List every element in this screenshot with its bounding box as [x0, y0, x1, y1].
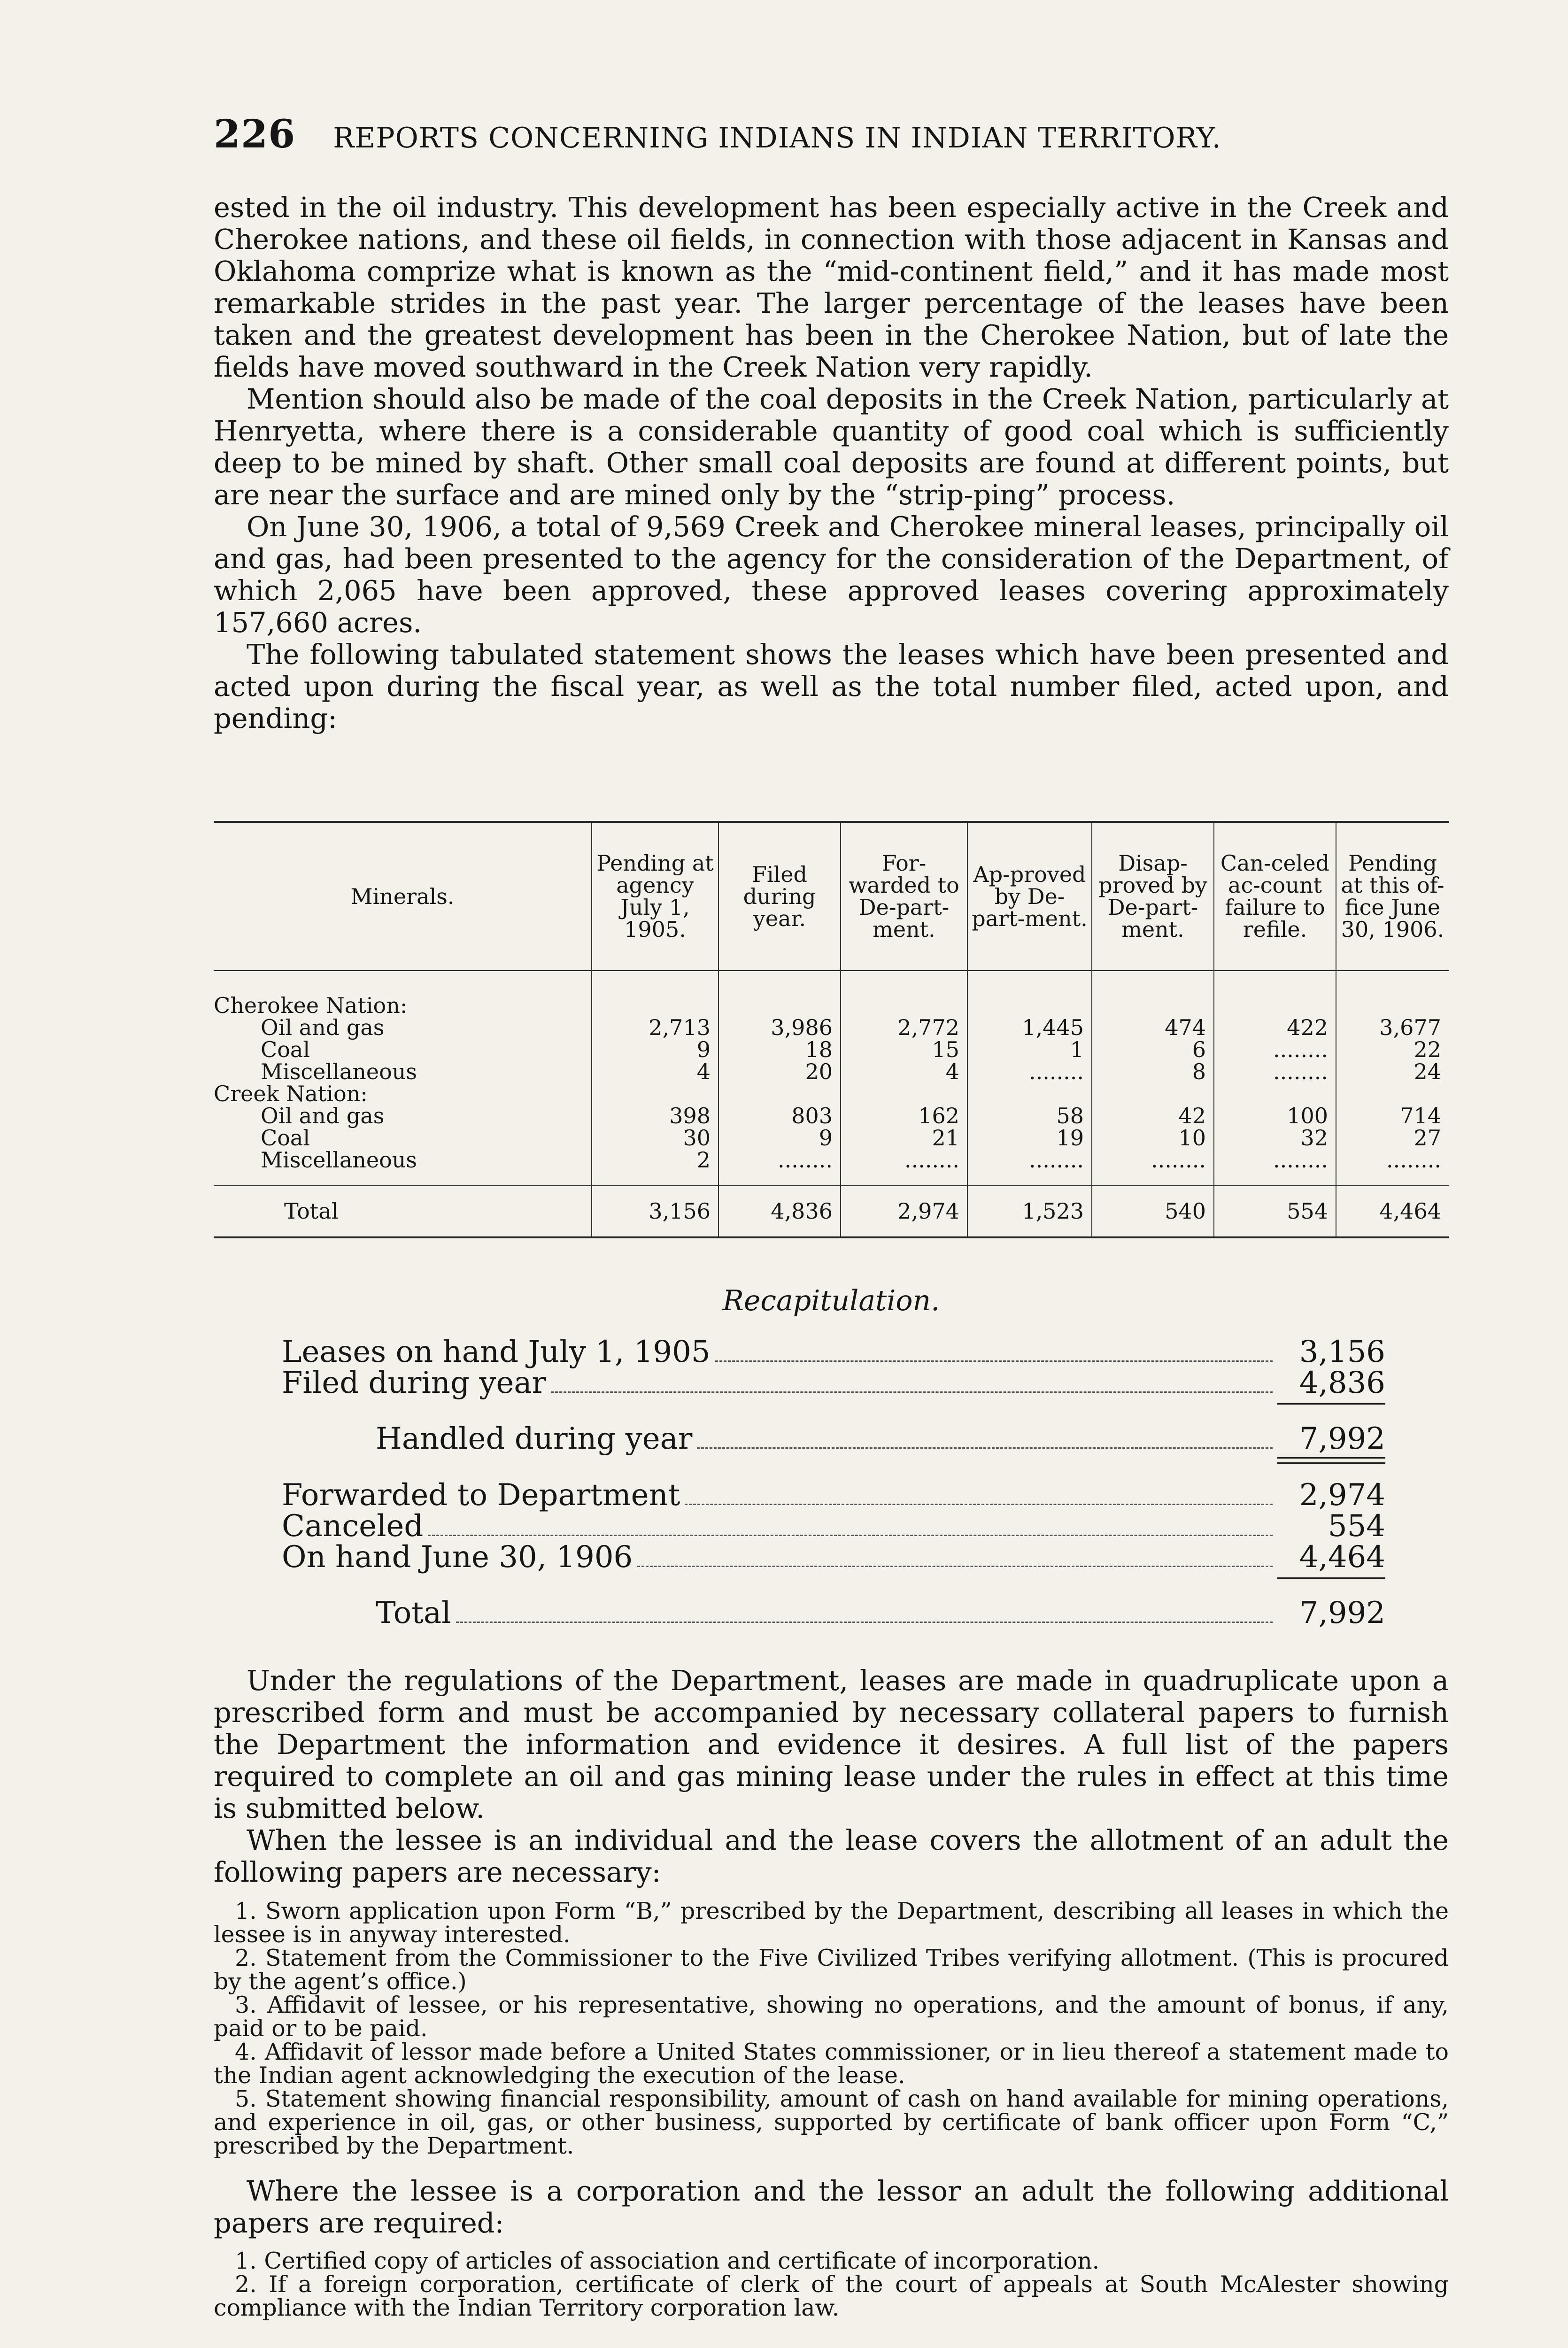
table-cell: 8: [1092, 1061, 1214, 1083]
list-item: 1. Sworn application upon Form “B,” prescribed by the Department, describing all leases in which the lessee is in anyway interested.: [214, 1898, 1449, 1948]
table-cell: ........: [1092, 1149, 1214, 1186]
table-cell: [1336, 1083, 1449, 1105]
recapitulation-title: Recapitulation.: [722, 1284, 940, 1317]
leader-line: [697, 1447, 1273, 1449]
table-total-row: [214, 1186, 1449, 1237]
recap-value: 7,992: [1299, 1596, 1385, 1630]
leader-line: [551, 1391, 1273, 1393]
table-row: [214, 1127, 1449, 1149]
table-cell: 4: [592, 1061, 718, 1083]
row-label: Coal: [261, 1125, 310, 1151]
table-cell: ........: [718, 1149, 841, 1186]
page-number: 226: [214, 112, 296, 157]
table-cell: 3,677: [1336, 1017, 1449, 1039]
table-cell: [1092, 1083, 1214, 1105]
table-cell: 803: [718, 1105, 841, 1127]
table-cell: ........: [1214, 1061, 1336, 1083]
leader-line: [428, 1535, 1273, 1536]
recap-value: 2,974: [1299, 1478, 1385, 1513]
recap-row: [282, 1596, 1385, 1630]
table-cell: ........: [967, 1149, 1092, 1186]
list-item: 4. Affidavit of lessor made before a United States commissioner, or in lieu thereof a statement made to the Indian agent acknowledging the execution of the lease.: [214, 2039, 1449, 2089]
table-cell: 6: [1092, 1039, 1214, 1061]
row-label: Total: [214, 1186, 592, 1237]
table-cell: 2,974: [841, 1186, 967, 1237]
column-header: Minerals.: [350, 883, 455, 909]
column-header: Disap-proved by De-part-ment.: [1092, 822, 1214, 971]
recapitulation: [282, 1335, 1385, 1630]
table-header-row: [214, 822, 1449, 971]
recap-value: 4,464: [1299, 1540, 1385, 1575]
leader-line: [456, 1622, 1273, 1623]
row-label: Coal: [261, 1037, 310, 1062]
table-cell: 20: [718, 1061, 841, 1083]
table-cell: 9: [592, 1039, 718, 1061]
table-cell: ........: [1214, 1149, 1336, 1186]
paragraph: On June 30, 1906, a total of 9,569 Creek and Cherokee mineral leases, principally oil and gas, had been presented to the agency for the consideration of the Department, of which 2,065 have been approved, these approved leases covering approximately 157,660 acres.: [214, 510, 1449, 639]
table-cell: 19: [967, 1127, 1092, 1149]
table-cell: 30: [592, 1127, 718, 1149]
column-header: For-warded to De-part-ment.: [841, 822, 967, 971]
recap-label: Leases on hand July 1, 1905: [282, 1335, 711, 1369]
table-cell: 2: [592, 1149, 718, 1186]
leader-line: [637, 1566, 1273, 1567]
mineral-leases-table: [214, 821, 1449, 1238]
table-row: [214, 1149, 1449, 1186]
table-cell: 540: [1092, 1186, 1214, 1237]
table-cell: ........: [841, 1149, 967, 1186]
table-cell: [592, 971, 718, 1017]
paragraph: ested in the oil industry. This development has been especially active in the Creek and Cherokee nations, and these oil fields, in connection with those adjacent in Kansas and Oklahoma comprize what is known as the “mid-continent field,” and it has made most remarkable strides in the past year. The larger percentage of the leases have been taken and the greatest development has been in the Cherokee Nation, but of late the fields have moved southward in the Creek Nation very rapidly.: [214, 191, 1449, 383]
column-header: Can-celed ac-count failure to refile.: [1214, 822, 1336, 971]
table-cell: 2,772: [841, 1017, 967, 1039]
table-cell: 162: [841, 1105, 967, 1127]
table-cell: 1: [967, 1039, 1092, 1061]
recap-label: Forwarded to Department: [282, 1478, 680, 1513]
table-cell: 32: [1214, 1127, 1336, 1149]
table-row: [214, 1017, 1449, 1039]
table-cell: 714: [1336, 1105, 1449, 1127]
page-header: [214, 112, 1374, 157]
table-cell: [967, 1083, 1092, 1105]
table-cell: 15: [841, 1039, 967, 1061]
table-cell: [718, 971, 841, 1017]
row-label: Creek Nation:: [214, 1081, 368, 1106]
recap-label: Filed during year: [282, 1366, 547, 1400]
table-cell: 22: [1336, 1039, 1449, 1061]
table-cell: 1,445: [967, 1017, 1092, 1039]
paragraph: Under the regulations of the Department, leases are made in quadruplicate upon a prescribed form and must be accompanied by necessary collateral papers to furnish the Department the information and evidence it desires. A full list of the papers required to complete an oil and gas mining lease under the rules in effect at this time is submitted below.: [214, 1664, 1449, 1824]
recap-row: [282, 1366, 1385, 1400]
table-cell: ........: [1336, 1149, 1449, 1186]
table-cell: 554: [1214, 1186, 1336, 1237]
table-cell: ........: [1214, 1039, 1336, 1061]
table-cell: 3,986: [718, 1017, 841, 1039]
table-row: [214, 1039, 1449, 1061]
list-item: 5. Statement showing financial responsibility, amount of cash on hand available for mining operations, and experience in oil, gas, or other business, supported by certificate of bank officer upon Form “C,” prescribed by the Department.: [214, 2085, 1449, 2159]
leader-line: [685, 1504, 1273, 1505]
table-cell: [718, 1083, 841, 1105]
corporation-papers-list: [214, 2249, 1449, 2320]
table-cell: 100: [1214, 1105, 1336, 1127]
table-cell: 422: [1214, 1017, 1336, 1039]
paragraph: When the lessee is an individual and the lease covers the allotment of an adult the following papers are necessary:: [214, 1824, 1449, 1888]
table-cell: [841, 1083, 967, 1105]
recap-row: [282, 1421, 1385, 1456]
recap-value: 3,156: [1299, 1335, 1385, 1369]
paragraph: Mention should also be made of the coal deposits in the Creek Nation, particularly at Henryetta, where there is a considerable quantity of good coal which is sufficiently deep to be mined by shaft. Other small coal deposits are found at different points, but are near the surface and are mined only by the “strip-ping” process.: [214, 383, 1449, 511]
table-cell: 3,156: [592, 1186, 718, 1237]
table-cell: [1092, 971, 1214, 1017]
table-cell: [1336, 971, 1449, 1017]
intro-text: [214, 192, 1449, 734]
list-item: 2. If a foreign corporation, certificate of clerk of the court of appeals at South McAlester showing compliance with the Indian Territory corporation law.: [214, 2271, 1449, 2321]
table-cell: 27: [1336, 1127, 1449, 1149]
table-cell: 4: [841, 1061, 967, 1083]
table-cell: [1214, 1083, 1336, 1105]
list-item: 2. Statement from the Commissioner to the Five Civilized Tribes verifying allotment. (This is procured by the agent’s office.): [214, 1945, 1449, 1995]
list-item: 1. Certified copy of articles of association and certificate of incorporation.: [235, 2248, 1100, 2274]
table-row: [214, 1083, 1449, 1105]
table-cell: 4,464: [1336, 1186, 1449, 1237]
recap-label: Canceled: [282, 1509, 424, 1544]
recap-value: 554: [1328, 1509, 1385, 1544]
paragraph: The following tabulated statement shows the leases which have been presented and acted upon during the fiscal year, as well as the total number filed, acted upon, and pending:: [214, 638, 1449, 734]
recap-label: On hand June 30, 1906: [282, 1540, 633, 1575]
column-header: Filed during year.: [718, 822, 841, 971]
table-cell: [1214, 971, 1336, 1017]
row-label: Oil and gas: [261, 1015, 385, 1040]
individual-papers-list: [214, 1900, 1449, 2158]
row-label: Oil and gas: [261, 1103, 385, 1128]
recap-value: 4,836: [1299, 1366, 1385, 1400]
table-cell: 2,713: [592, 1017, 718, 1039]
table-cell: 474: [1092, 1017, 1214, 1039]
table-row: [214, 1105, 1449, 1127]
recap-row: [282, 1540, 1385, 1575]
table-cell: 10: [1092, 1127, 1214, 1149]
table-row: [214, 1061, 1449, 1083]
table-cell: ........: [967, 1061, 1092, 1083]
table-cell: [841, 971, 967, 1017]
list-item: 3. Affidavit of lessee, or his representative, showing no operations, and the amount of bonus, if any, paid or to be paid.: [214, 1992, 1449, 2042]
paragraph: Where the lessee is a corporation and the lessor an adult the following additional papers are required:: [214, 2175, 1449, 2239]
table-cell: 58: [967, 1105, 1092, 1127]
table-cell: 24: [1336, 1061, 1449, 1083]
row-label: Cherokee Nation:: [214, 993, 408, 1018]
recap-label: Handled during year: [376, 1421, 693, 1456]
regulations-text: [214, 1665, 1449, 1888]
table-cell: [967, 971, 1092, 1017]
table-cell: [592, 1083, 718, 1105]
table-cell: 398: [592, 1105, 718, 1127]
table-cell: 4,836: [718, 1186, 841, 1237]
table-cell: 9: [718, 1127, 841, 1149]
corporation-text: [214, 2175, 1449, 2239]
leader-line: [715, 1360, 1273, 1362]
recap-row: [282, 1478, 1385, 1513]
recap-row: [282, 1335, 1385, 1369]
column-header: Pending at agency July 1, 1905.: [592, 822, 718, 971]
table-cell: 18: [718, 1039, 841, 1061]
table-cell: 42: [1092, 1105, 1214, 1127]
recap-value: 7,992: [1299, 1421, 1385, 1456]
table-cell: 1,523: [967, 1186, 1092, 1237]
running-title: REPORTS CONCERNING INDIANS IN INDIAN TERRITORY.: [333, 122, 1221, 154]
table-cell: 21: [841, 1127, 967, 1149]
column-header: Ap-proved by De-part-ment.: [967, 822, 1092, 971]
row-label: Miscellaneous: [261, 1147, 417, 1173]
table-row: [214, 971, 1449, 1017]
recap-label: Total: [376, 1596, 451, 1630]
recap-row: [282, 1509, 1385, 1544]
row-label: Miscellaneous: [261, 1059, 417, 1084]
column-header: Pending at this of-fice June 30, 1906.: [1336, 822, 1449, 971]
